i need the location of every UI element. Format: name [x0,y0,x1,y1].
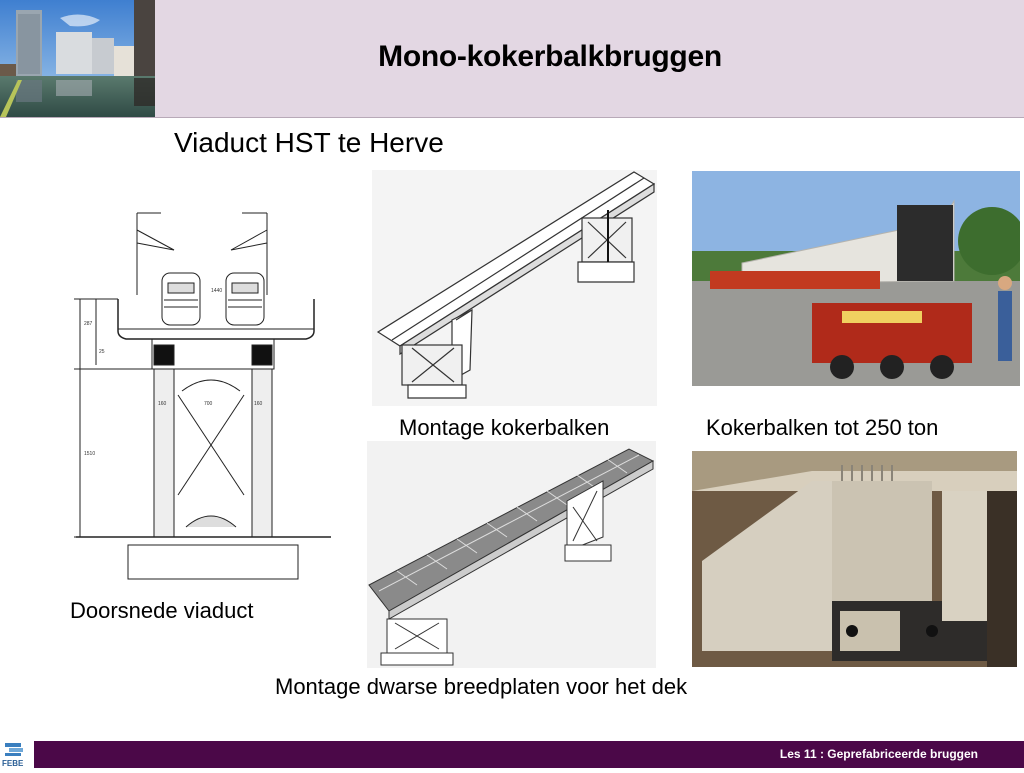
girder-assembly-caption: Montage kokerbalken [399,415,610,440]
girder-assembly-drawing [372,170,657,406]
slide-subtitle: Viaduct HST te Herve [174,127,444,158]
waterfront-buildings-photo [0,0,155,117]
header-photo [0,0,155,117]
cross-section-drawing [66,205,338,585]
deck-assembly-figure [367,441,656,668]
svg-text:1440: 1440 [211,288,223,294]
deck-assembly-drawing [367,441,656,668]
slide-title: Mono-kokerbalkbruggen [378,40,722,73]
cross-section-caption: Doorsnede viaduct [70,598,254,623]
svg-text:160: 160 [158,401,167,407]
svg-text:160: 160 [254,401,263,407]
girder-transport-caption: Kokerbalken tot 250 ton [706,415,939,440]
svg-text:700: 700 [204,401,213,407]
viaduct-cross-section-figure [66,205,338,585]
girder-assembly-figure [372,170,657,406]
febe-logo-text: FEBE [2,759,24,768]
precast-girders-photo [692,451,1017,667]
girder-transport-photo [692,171,1020,386]
febe-logo-icon [0,741,34,768]
svg-text:287: 287 [84,321,93,327]
deck-assembly-caption: Montage dwarse breedplaten voor het dek [275,674,688,699]
girder-transport-figure [692,171,1020,386]
febe-logo [0,741,34,768]
precast-girders-figure [692,451,1017,667]
footer-text: Les 11 : Geprefabriceerde bruggen [779,747,978,761]
svg-text:25: 25 [99,349,105,355]
svg-text:1510: 1510 [84,451,96,457]
